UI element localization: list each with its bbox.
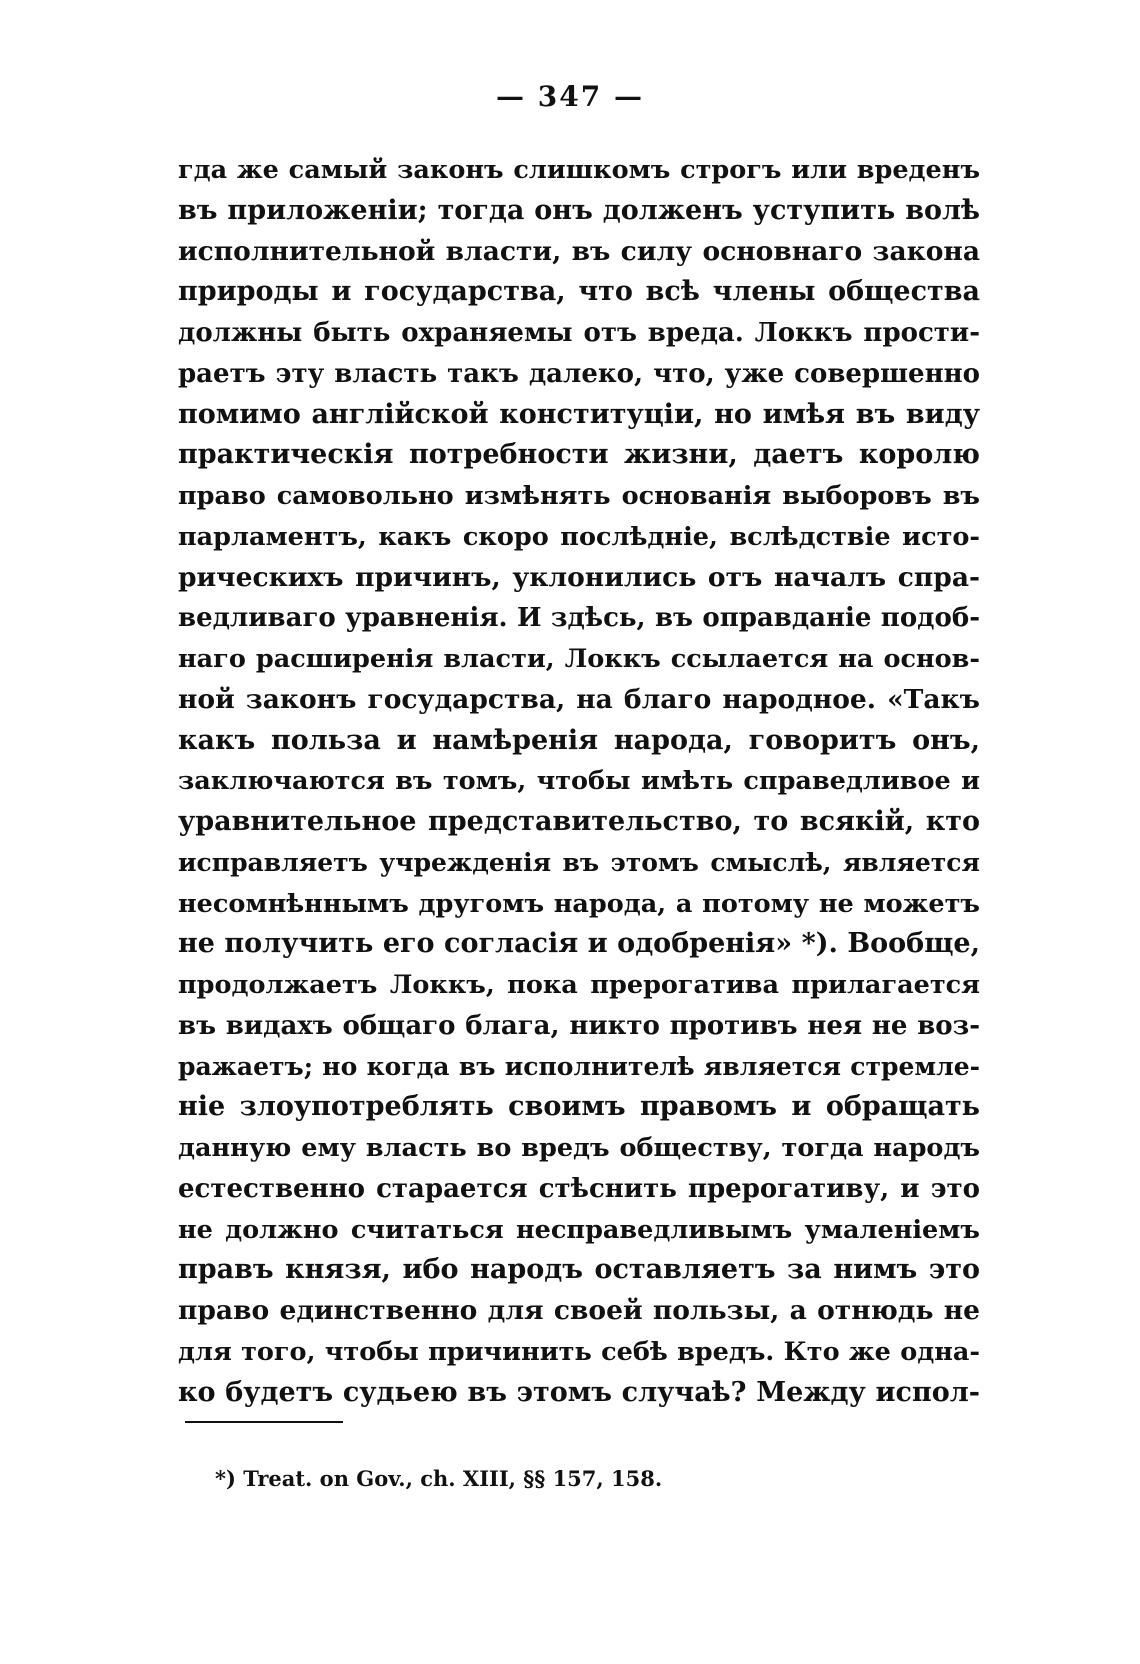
text-line: практическiя потребности жизни, даетъ королю (178, 439, 980, 471)
text-line: наго расширенiя власти, Локкъ ссылается на основ- (178, 644, 980, 674)
text-line: какъ польза и намѣренiя народа, говоритъ онъ, (178, 724, 980, 756)
text-line: исполнительной власти, въ силу основнаго закона (178, 235, 980, 267)
text-line: продолжаетъ Локкъ, пока прерогатива прилагается (178, 970, 980, 1000)
footnote: *) Treat. on Gov., ch. XIII, §§ 157, 158. (215, 1466, 663, 1491)
text-line: гда же самый законъ слишкомъ строгъ или вреденъ (178, 155, 980, 185)
text-line: заключаются въ томъ, чтобы имѣть справедливое и (178, 766, 980, 797)
text-line: естественно старается стѣснить прерогативу, и это (178, 1173, 980, 1204)
text-line: право самовольно измѣнять основанiя выборовъ въ (178, 481, 980, 511)
body-text (178, 150, 980, 1413)
text-line: въ видахъ общаго блага, никто противъ нея не воз- (178, 1010, 980, 1041)
text-line: уравнительное представительство, то всякiй, кто (178, 806, 980, 837)
text-line: должны быть охраняемы отъ вреда. Локкъ прости- (178, 318, 980, 348)
text-line: ной законъ государства, на благо народное. «Такъ (178, 683, 980, 715)
text-line: не должно считаться несправедливымъ умаленiемъ (178, 1214, 980, 1245)
text-line: правъ князя, ибо народъ оставляетъ за нимъ это (178, 1254, 980, 1286)
text-line: рическихъ причинъ, уклонились отъ началъ спра- (178, 561, 980, 593)
text-line: природы и государства, что всѣ члены общества (178, 276, 980, 308)
text-line: помимо англiйской конституцiи, но имѣя въ виду (178, 398, 980, 430)
page-number: — 347 — (496, 80, 644, 113)
text-line: не получить его согласiя и одобренiя» *). Вообще, (178, 928, 980, 960)
text-line: для того, чтобы причинить себѣ вредъ. Кто же одна- (178, 1336, 980, 1367)
text-line: раетъ эту власть такъ далеко, что, уже совершенно (178, 358, 980, 389)
text-line: данную ему власть во вредъ обществу, тогда народъ (178, 1133, 980, 1163)
text-line: несомнѣннымъ другомъ народа, а потому не можетъ (178, 888, 980, 919)
text-line: исправляетъ учрежденiя въ этомъ смыслѣ, является (178, 847, 980, 877)
text-line: нiе злоупотреблять своимъ правомъ и обращать (178, 1091, 980, 1123)
text-line: въ приложенiи; тогда онъ долженъ уступить волѣ (178, 194, 980, 226)
text-line: ведливаго уравненiя. И здѣсь, въ оправданiе подоб- (178, 603, 980, 634)
text-line: ко будетъ судьею въ этомъ случаѣ? Между испол- (178, 1376, 980, 1408)
text-line: право единственно для своей пользы, а отнюдь не (178, 1295, 980, 1326)
text-line: парламентъ, какъ скоро послѣднiе, вслѣдствiе исто- (178, 521, 980, 552)
text-line: ражаетъ; но когда въ исполнителѣ является стремле- (178, 1051, 980, 1081)
footnote-divider (185, 1421, 343, 1423)
